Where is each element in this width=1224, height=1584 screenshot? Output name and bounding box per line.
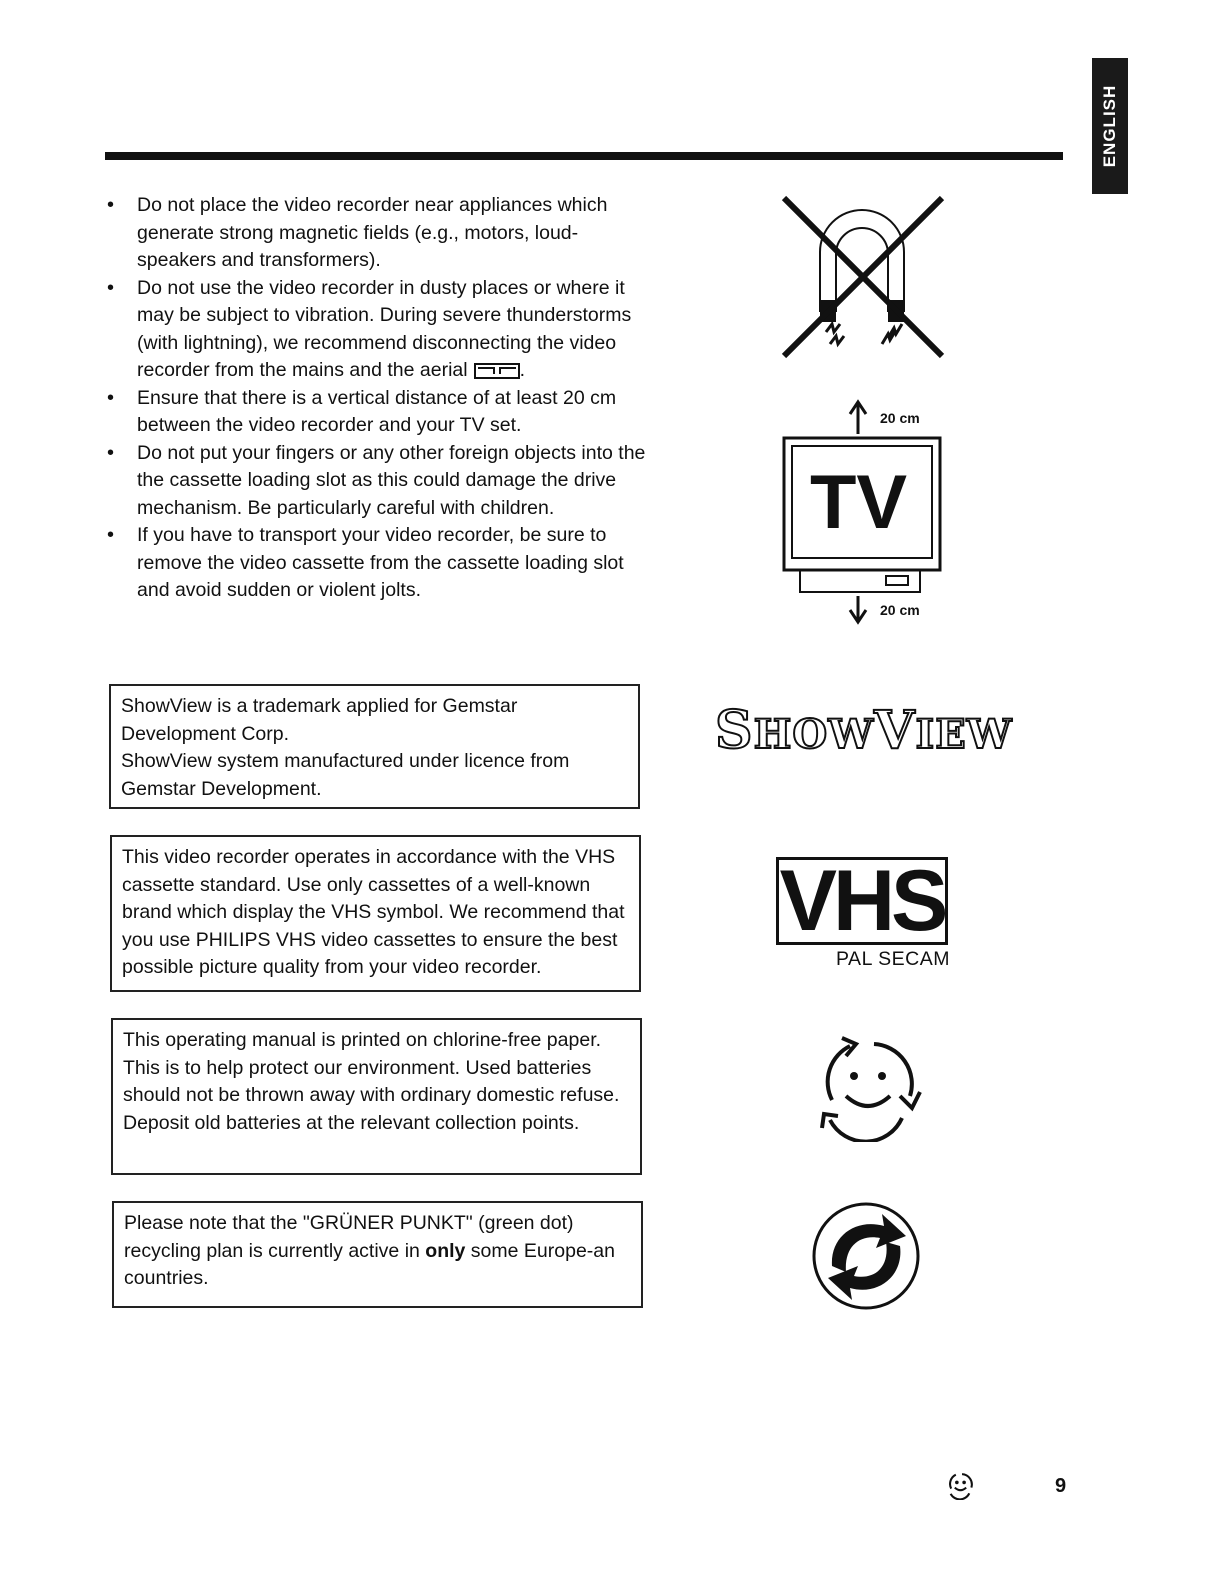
bullet-vertical-distance: • Ensure that there is a vertical distance of at least 20 cm between the video recorder and your TV set. [105,385,650,440]
language-tab-label: ENGLISH [1100,84,1119,168]
no-magnet-icon [778,192,948,362]
vhs-notice-box [110,835,641,992]
showview-licence-text: ShowView system manufactured under licence from Gemstar Development. [121,750,570,800]
page-number: 9 [1055,1475,1067,1497]
footer-recycling-smiley-icon [946,1470,976,1500]
showview-trademark-text: ShowView is a trademark applied for Gemstar Development Corp. [121,695,518,745]
aerial-socket-icon [474,362,520,380]
vhs-notice-text: This video recorder operates in accordance with the VHS cassette standard. Use only cassettes of a well-known brand which display the VHS symbol. We recommend that you use PHILIPS VHS video cassettes to ensure the best possible picture quality from your video recorder. [122,846,625,978]
environment-notice-text: This operating manual is printed on chlorine-free paper. This is to help protect our environment. Used batteries should not be thrown away with ordinary domestic refuse. Deposit old batteries at the relevant collection points. [123,1029,620,1134]
tv-top-distance: 20 cm [880,410,920,426]
header-rule [105,152,1063,160]
tv-screen-label: TV [810,460,908,545]
bullet-dust-vibration: • Do not use the video recorder in dusty places or where it may be subject to vibration. During severe thunderstorms (with lightning), we recommend disconnecting the video recorder from the mains and the aerial . [105,275,650,385]
green-dot-notice-box [112,1201,643,1308]
showview-logo: SHOWVIEW [715,700,1013,761]
green-dot-notice-text: Please note that the "GRÜNER PUNKT" (green dot) recycling plan is currently active in only some Europe-an countries. [124,1212,615,1289]
arrow-down-icon [850,596,866,622]
vhs-logo: VHS [776,857,948,945]
showview-notice-box [109,684,640,809]
arrow-up-icon [850,402,866,434]
recycling-smiley-icon [812,1030,928,1142]
bullet-magnetic-fields: • Do not place the video recorder near appliances which generate strong magnetic fields (e.g., motors, loud-speakers and transformers). [105,192,650,275]
language-tab [1092,58,1128,194]
bullet-foreign-objects: • Do not put your fingers or any other foreign objects into the the cassette loading slot as this could damage the drive mechanism. Be particularly careful with children. [105,440,650,523]
tv-bottom-distance: 20 cm [880,602,920,618]
vhs-standard-label: PAL SECAM [836,948,950,970]
environment-notice-box [111,1018,642,1175]
bullet-transport: • If you have to transport your video recorder, be sure to remove the video cassette from the cassette loading slot and avoid sudden or violent jolts. [105,522,650,605]
safety-bullet-list [105,192,650,605]
green-dot-recycling-icon [812,1202,920,1310]
